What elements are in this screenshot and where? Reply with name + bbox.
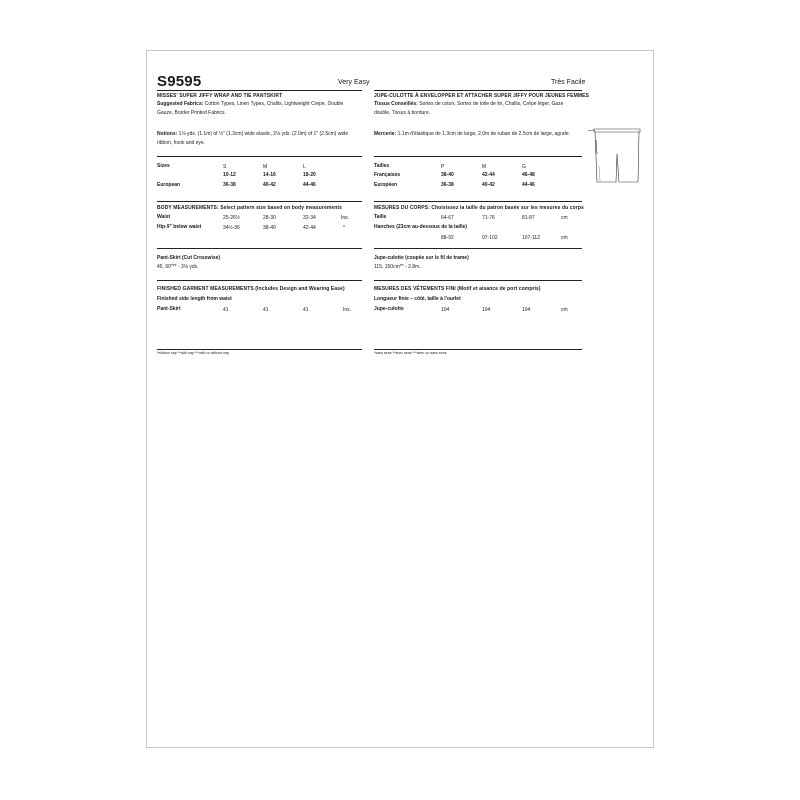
hip-value: 42-44 [303, 225, 316, 231]
waist-label-fr: Taille [374, 214, 387, 220]
finished-value: 104 [522, 307, 531, 313]
hip-value: 34½-36 [223, 225, 240, 231]
pantskirt-line-drawing-icon [586, 124, 642, 186]
divider [374, 349, 582, 350]
divider [157, 280, 362, 281]
unit: cm [561, 235, 568, 241]
pantskirt-yardage-en: 45, 60"** - 3⅛ yds. [157, 264, 199, 270]
divider [374, 156, 582, 157]
size-code: L [303, 164, 306, 170]
finished-heading-en: FINISHED GARMENT MEASUREMENTS (Includes Design and Wearing Ease) [157, 286, 345, 292]
european-size: 44-46 [522, 182, 535, 188]
francaises-size: 38-40 [441, 172, 454, 178]
waist-label: Waist [157, 214, 171, 220]
title-en: MISSES' SUPER JIFFY WRAP AND TIE PANTSKIRT [157, 93, 283, 99]
sizes-label-en: Sizes [157, 163, 170, 169]
sizes-label-fr: Tailles [374, 163, 390, 169]
pattern-envelope-back [146, 50, 654, 748]
pantskirt-yardage-fr: 115, 150cm** - 2.8m. [374, 264, 421, 270]
finished-value: 104 [441, 307, 450, 313]
difficulty-fr: Très Facile [551, 79, 586, 86]
divider [374, 90, 582, 91]
difficulty-en: Very Easy [338, 79, 370, 86]
unit: cm [561, 307, 568, 313]
hip-value: 38-40 [263, 225, 276, 231]
unit: Ins. [343, 307, 352, 313]
divider [157, 248, 362, 249]
size-code: G [522, 164, 526, 170]
divider [157, 201, 362, 202]
notions-fr: Mercerie: 1.1m d'élastique de 1.3cm de large, 2.0m de ruban de 2.5cm de large, agrafe. [374, 131, 571, 137]
size-code: S [223, 164, 227, 170]
european-size: 44-46 [303, 182, 316, 188]
finished-row-label-fr: Jupe-culotte [374, 306, 404, 312]
european-size: 36-38 [441, 182, 454, 188]
hip-value: 97-102 [482, 235, 498, 241]
unit: * [343, 225, 345, 231]
footnote-en: *without nap **with nap ***with or without nap [157, 351, 230, 355]
divider [374, 248, 582, 249]
unit: Ins. [341, 215, 350, 221]
waist-value: 71-76 [482, 215, 495, 221]
size-range: 14-16 [263, 172, 276, 178]
hip-value: 88-92 [441, 235, 454, 241]
hip-value: 107-112 [522, 235, 540, 241]
european-size: 40-42 [482, 182, 495, 188]
notions-en: Notions: 1⅛ yds. (1.1m) of ½" (1.3cm) wide elastic, 2⅛ yds. (2.0m) of 1" (2.5cm) wide ribbon, hook and eye. [157, 131, 349, 146]
waist-value: 81-87 [522, 215, 535, 221]
finished-value: 41 [223, 307, 229, 313]
divider [157, 349, 362, 350]
pattern-code: S9595 [157, 73, 202, 90]
hip-label: Hip-9" below waist [157, 224, 202, 230]
waist-value: 32-34 [303, 215, 316, 221]
waist-value: 25-26½ [223, 215, 240, 221]
finished-value: 41 [263, 307, 269, 313]
unit: cm [561, 215, 568, 221]
body-measurements-heading-en: BODY MEASUREMENTS: Select pattern size based on body measurements [157, 205, 343, 211]
divider [157, 156, 362, 157]
european-label: European [157, 182, 181, 188]
size-code: P [441, 164, 445, 170]
divider [374, 280, 582, 281]
francaises-size: 42-44 [482, 172, 495, 178]
suggested-fabrics-en: Suggested Fabrics: Cotton Types, Linen Types, Challis, Lightweight Crepe, Double Gauze, Border Printed Fabrics. [157, 101, 344, 116]
body-measurements-heading-fr: MESURES DU CORPS: Choisissez la taille du patron basée sur les mesures du corps [374, 205, 584, 211]
waist-value: 64-67 [441, 215, 454, 221]
footnote-fr: *sans sens **avec sens ***avec ou sans sens [374, 351, 447, 355]
size-code: M [263, 164, 268, 170]
finished-value: 41 [303, 307, 309, 313]
european-label-fr: Européen [374, 182, 398, 188]
divider [374, 201, 582, 202]
size-range: 10-12 [223, 172, 236, 178]
finished-heading-fr: MESURES DES VÊTEMENTS FINI (Motif et aisance de port compris) [374, 286, 541, 292]
pantskirt-label-fr: Jupe-culotte (coupée sur le fil de trame) [374, 255, 469, 261]
size-code: M [482, 164, 487, 170]
finished-row-label: Pant-Skirt [157, 306, 181, 312]
waist-value: 28-30 [263, 215, 276, 221]
finished-sub-en: Finished side length from waist [157, 296, 232, 302]
divider [157, 90, 362, 91]
finished-value: 104 [482, 307, 491, 313]
size-range: 18-20 [303, 172, 316, 178]
european-size: 36-38 [223, 182, 236, 188]
european-size: 40-42 [263, 182, 276, 188]
francaises-label: Françaises [374, 172, 401, 178]
suggested-fabrics-fr: Tissus Conseillés: Sortes de coton, Sortes de toile de lin, Challis, Crêpe léger, Gaze double, Tissus à bordure. [374, 101, 564, 116]
title-fr: JUPE-CULOTTE À ENVELOPPER ET ATTACHER SUPER JIFFY POUR JEUNES FEMMES [374, 93, 589, 99]
finished-sub-fr: Longueur finie – côté, taille à l'ourlet [374, 296, 461, 302]
francaises-size: 46-48 [522, 172, 535, 178]
pantskirt-label-en: Pant-Skirt (Cut Crosswise) [157, 255, 221, 261]
hip-label-fr: Hanches (23cm au-dessous de la taille) [374, 224, 468, 230]
